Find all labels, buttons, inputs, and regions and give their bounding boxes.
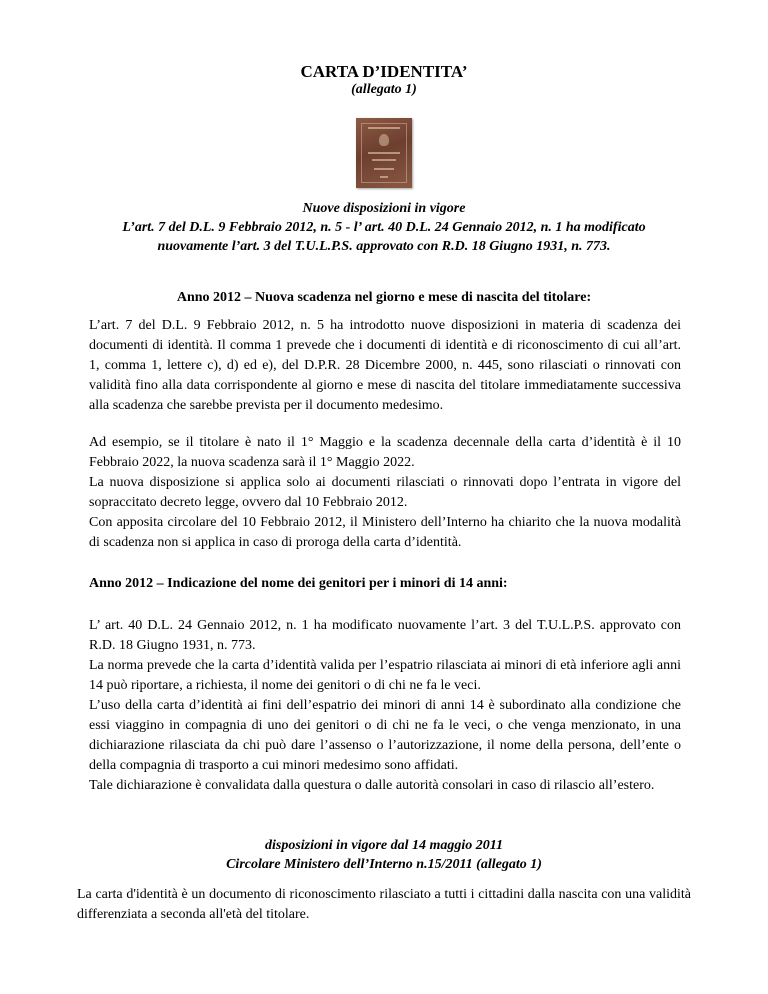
paragraph: Ad esempio, se il titolare è nato il 1° Maggio e la scadenza decennale della carta d’identità è il 10 Febbraio 2022, la nuova scadenza sarà il 1° Maggio 2022. <box>89 435 681 470</box>
card-header-line <box>368 127 400 129</box>
intro-line: Nuove disposizioni in vigore <box>302 201 466 216</box>
paragraph: L’art. 7 del D.L. 9 Febbraio 2012, n. 5 ha introdotto nuove disposizioni in materia di scadenza dei documenti di identità. Il comma 1 prevede che i documenti di identità e di riconoscimento di cui all’art. 1, comma 1, lettere c), d) ed e), del D.P.R. 28 Dicembre 2000, n. 445, sono rilasciati o rinnovati con validità fino alla data corrispondente al giorno e mese di nascita del titolare immediatamente successiva alla scadenza che sarebbe prevista per il documento medesimo. <box>89 318 681 413</box>
section-body <box>89 616 681 796</box>
paragraph: L’ art. 40 D.L. 24 Gennaio 2012, n. 1 ha modificato nuovamente l’art. 3 del T.U.L.P.S. approvato con R.D. 18 Giugno 1931, n. 773. <box>89 618 681 653</box>
circular-heading <box>40 836 728 874</box>
final-paragraph <box>77 885 691 925</box>
section-body <box>89 433 681 553</box>
paragraph: La norma prevede che la carta d’identità valida per l’espatrio rilasciata ai minori di età inferiore agli anni 14 può riportare, a richiesta, il nome dei genitori o di chi ne fa le veci. <box>89 658 681 693</box>
intro-block <box>40 199 728 256</box>
intro-line: L’art. 7 del D.L. 9 Febbraio 2012, n. 5 - l’ art. 40 D.L. 24 Gennaio 2012, n. 1 ha modificato <box>122 220 646 235</box>
card-text-line <box>372 159 396 161</box>
paragraph: L’uso della carta d’identità ai fini dell’espatrio dei minori di anni 14 è subordinato alla condizione che essi viaggino in compagnia di uno dei genitori o di chi ne fa le veci, o che venga menzionato, in una dichiarazione rilasciata da chi può dare l’assenso o l’autorizzazione, il nome della persona, dell’ente o della compagnia di trasporto a cui minori medesimo sono affidati. <box>89 698 681 773</box>
section-title: Anno 2012 – Indicazione del nome dei genitori per i minori di 14 anni: <box>89 576 508 591</box>
card-text-line <box>368 152 400 154</box>
circular-line: disposizioni in vigore dal 14 maggio 2011 <box>264 838 504 853</box>
emblem-icon <box>379 134 389 146</box>
identity-card-image <box>356 118 412 188</box>
section-title: Anno 2012 – Nuova scadenza nel giorno e mese di nascita del titolare: <box>176 290 592 305</box>
document-subtitle: (allegato 1) <box>351 82 417 97</box>
circular-line: Circolare Ministero dell’Interno n.15/2011 (allegato 1) <box>226 857 542 872</box>
paragraph: Con apposita circolare del 10 Febbraio 2012, il Ministero dell’Interno ha chiarito che la nuova modalità di scadenza non si applica in caso di proroga della carta d’identità. <box>89 515 681 550</box>
document-title: CARTA D’IDENTITA’ <box>300 62 468 81</box>
paragraph: Tale dichiarazione è convalidata dalla questura o dalle autorità consolari in caso di rilascio all’estero. <box>89 778 655 793</box>
section-body <box>89 316 681 416</box>
card-text-line <box>374 168 394 170</box>
intro-line: nuovamente l’art. 3 del T.U.L.P.S. approvato con R.D. 18 Giugno 1931, n. 773. <box>157 239 611 254</box>
paragraph: La carta d'identità è un documento di riconoscimento rilasciato a tutti i cittadini dalla nascita con una validità differenziata a seconda all'età del titolare. <box>77 887 691 922</box>
card-text-line <box>380 176 388 178</box>
paragraph: La nuova disposizione si applica solo ai documenti rilasciati o rinnovati dopo l’entrata in vigore del sopraccitato decreto legge, ovvero dal 10 Febbraio 2012. <box>89 475 681 510</box>
